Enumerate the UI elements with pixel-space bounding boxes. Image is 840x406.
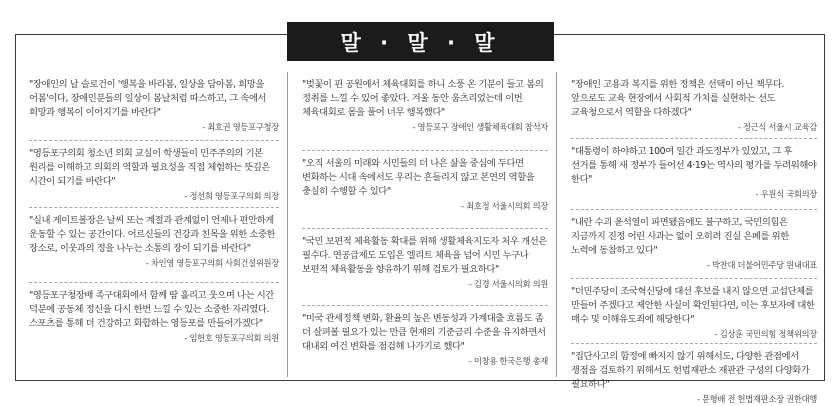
quote-text: "영등포구청장배 족구대회에서 함께 땀 흘리고 웃으며 나는 시간 덕분에 공동체 정신을 다시 한번 느낄 수 있는 소중한 자리였다. 스포츠를 통해 더 건강하고 화합하는 영등포를 만들어가겠다": [29, 290, 274, 329]
quote-text: "장애인의 날 슬로건이 '행복을 바라봄, 일상을 담아봄, 희망을 어봄'이다, 장애인분들의 일상이 봄날처럼 따스하고, 그 속에서 희망과 행복이 이어지기를 바란다": [29, 79, 267, 118]
page-title: 말 · 말 · 말: [287, 22, 554, 61]
quote-text: "장애인 고용과 복지를 위한 정책은 선택이 아닌 책무다. 앞으로도 교육 현장에서 사회적 가치를 실현하는 선도 교육청으로서 역할을 다하겠다": [571, 79, 785, 118]
quote-speaker: - 정선희 영등포구의회 의장: [184, 191, 279, 201]
quote-speaker: - 임헌호 영등포구의회 의원: [184, 333, 279, 343]
quote-column-3: [556, 72, 825, 404]
quote-speaker: - 우원식 국회의장: [755, 189, 817, 199]
quote-text: "내란 수괴 윤석열이 파면됐음에도 불구하고, 국민의힘은 지금까지 진정 어린 사과는 없이 오히려 진실 은폐를 위한 노력에 동참하고 있다": [571, 217, 789, 256]
quote-speaker: - 박찬대 더불어민주당 원내대표: [707, 260, 817, 270]
quote-text: "미국 관세정책 변화, 환율의 높은 변동성과 가계대출 흐름도 좀 더 살펴볼 필요가 있는 만큼 현재의 기준금리 수준을 유지하면서 대내외 여건 변화를 점검해 나가기로 했다": [302, 313, 546, 352]
quote-text: "집단사고의 함정에 빠지지 않기 위해서도, 다양한 관점에서 쟁점을 검토하기 위해서도 헌법재판소 재판관 구성의 다양화가 필요하다": [571, 351, 810, 390]
quote-speaker: - 최호권 영등포구청장: [202, 122, 279, 132]
quote-item: [302, 229, 548, 306]
quote-item: [302, 306, 548, 383]
quote-item: [571, 344, 817, 404]
quote-text: "실내 게이트볼장은 날씨 또는 계절과 관계없이 언제나 편안하게 운동할 수 있는 공간이다. 어르신들의 건강과 친목을 위한 소중한 장소로, 이웃과의 정을 나누는 소통의 장이 되기를 바란다": [29, 215, 276, 254]
quote-item: [571, 139, 817, 210]
quote-speaker: - 문형배 전 헌법재판소장 권한대행: [696, 394, 817, 404]
quote-text: "벚꽃이 핀 공원에서 체육대회를 하니 소풍 온 기분이 들고 봄의 정취를 느낄 수 있어 좋았다. 겨울 동안 움츠리었는데 이번 체육대회로 몸을 풀어 너무 행복했다": [302, 79, 544, 118]
quote-text: "국민 보편적 체육활동 확대를 위해 생활체육지도자 처우 개선은 필수다. 연공급제도 도입은 엘리트 체육을 넘어 시민 누구나 보편적 체육활동을 향유하기 위해 검토가 필요하다": [302, 236, 547, 275]
quote-text: "영등포구의회 청소년 의회 교실이 학생들이 민주주의의 기본 원리를 이해하고 의회의 역할과 필요성을 직접 체험하는 뜻깊은 시간이 되기를 바란다": [29, 148, 270, 187]
quote-item: [29, 141, 279, 208]
quote-text: "더민주당이 조국혁신당에 대선 후보를 내지 않으면 교섭단체를 만들어 주겠다고 제안한 사실이 확인된다면, 이는 후보자에 대한 매수 및 이해유도죄에 해당한다": [571, 286, 815, 325]
quote-item: [29, 283, 279, 358]
quote-item: [571, 210, 817, 279]
quote-item: [302, 151, 548, 229]
quote-item: [29, 72, 279, 141]
quote-item: [29, 208, 279, 283]
quote-speaker: - 최호정 서울시의회 의장: [461, 201, 548, 211]
quote-speaker: - 이창용 한국은행 총재: [468, 356, 548, 366]
quote-text: "대통령이 하야하고 100여 일간 과도정부가 있었고, 그 후 선거를 통해 새 정부가 들어선 4·19는 역사의 평가를 두려워해야 한다": [571, 146, 817, 185]
quote-speaker: - 영등포구 장애인 생활체육대회 참석자: [412, 122, 548, 132]
quote-speaker: - 정근식 서울시 교육감: [737, 122, 817, 132]
quote-column-1: [15, 72, 287, 377]
quote-item: [571, 72, 817, 139]
quote-text: "오직 서울의 미래와 시민들의 더 나은 삶을 중심에 두다면 변화하는 시대 속에서도 우리는 흔들리지 않고 본연의 역할을 충실히 수행할 수 있다": [302, 158, 535, 197]
quotes-grid: [15, 72, 825, 404]
quote-item: [571, 279, 817, 344]
quote-speaker: - 차인영 영등포구의회 사회건설위원장: [145, 258, 279, 268]
quote-column-2: [287, 72, 556, 377]
quote-speaker: - 김경 서울시의회 의원: [468, 279, 548, 289]
quote-speaker: - 김상훈 국민의힘 정책위의장: [714, 329, 817, 339]
quote-item: [302, 72, 548, 151]
